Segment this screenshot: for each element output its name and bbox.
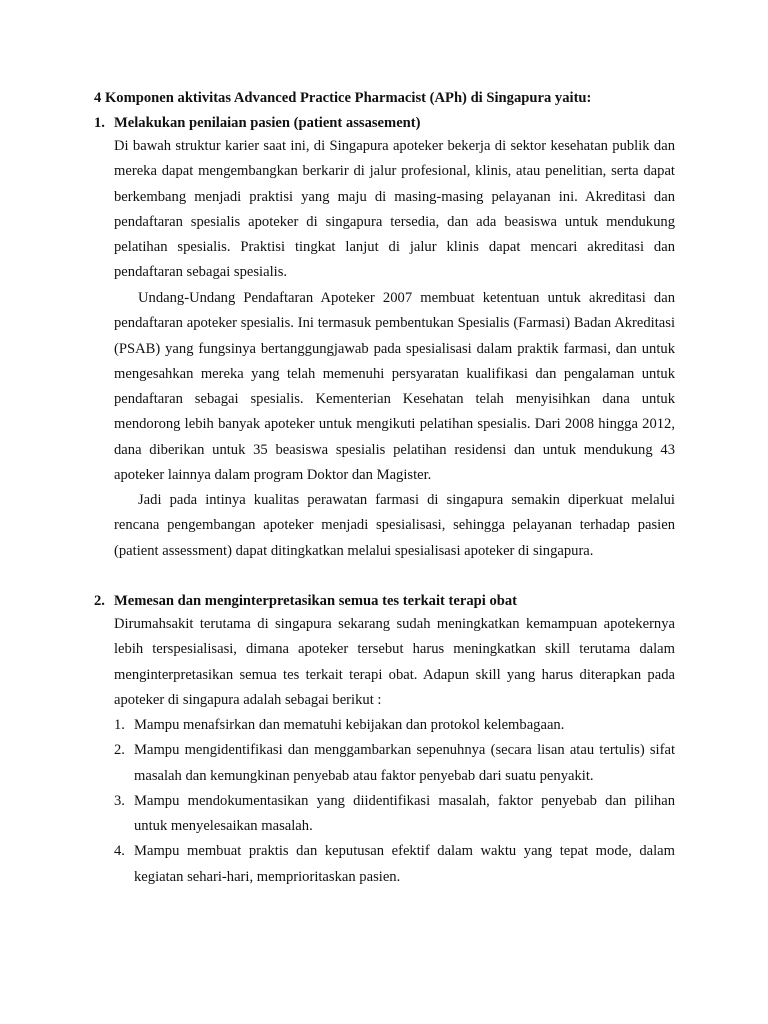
- list-item-text: Mampu menafsirkan dan mematuhi kebijakan dan protokol kelembagaan.: [134, 717, 565, 733]
- section-1-paragraph-1: Di bawah struktur karier saat ini, di Singapura apoteker bekerja di sektor kesehatan publik dan mereka dapat mengembangkan berkarir di jalur profesional, klinis, atau penelitian, serta dapat berkembang menjadi praktisi yang maju di masing-masing pelayanan ini. Akreditasi dan pendaftaran spesialis apoteker di singapura tersedia, dan ada beasiswa untuk mendukung pelatihan spesialis. Praktisi tingkat lanjut di jalur klinis dapat mencari akreditasi dan pendaftaran sebagai spesialis.: [114, 138, 675, 281]
- list-item-text: Mampu membuat praktis dan keputusan efektif dalam waktu yang tepat mode, dalam kegiatan sehari-hari, memprioritaskan pasien.: [134, 843, 675, 885]
- list-item: [114, 839, 675, 890]
- document-title: 4 Komponen aktivitas Advanced Practice Pharmacist (APh) di Singapura yaitu:: [94, 90, 592, 106]
- section-2-title: Memesan dan menginterpretasikan semua tes terkait terapi obat: [114, 593, 518, 609]
- list-item-number: 3.: [114, 792, 125, 809]
- section-1-number: 1.: [94, 115, 105, 131]
- section-2-paragraph-1: Dirumahsakit terutama di singapura sekarang sudah meningkatkan kemampuan apotekernya lebih terspesialisasi, dimana apoteker tersebut harus meningkatkan skill terutama dalam menginterpretasikan semua tes terkait terapi obat. Adapun skill yang harus diterapkan pada apoteker di singapura adalah sebagai berikut :: [114, 616, 675, 708]
- skills-list: [114, 713, 675, 890]
- section-1-paragraph-2: Undang-Undang Pendaftaran Apoteker 2007 membuat ketentuan untuk akreditasi dan pendaftaran apoteker spesialis. Ini termasuk pembentukan Spesialis (Farmasi) Badan Akreditasi (PSAB) yang fungsinya bertanggungjawab pada spesialisasi dalam praktik farmasi, dan untuk mengesahkan mereka yang telah memenuhi persyaratan kualifikasi dan pengalaman untuk pendaftaran sebagai spesialis. Kementerian Kesehatan telah menyisihkan dana untuk mendorong lebih banyak apoteker untuk mengikuti pelatihan spesialis. Dari 2008 hingga 2012, dana diberikan untuk 35 beasiswa spesialis pelatihan residensi dan untuk mendukung 43 apoteker lainnya dalam program Doktor dan Magister.: [114, 290, 675, 484]
- list-item: [114, 789, 675, 840]
- list-item-text: Mampu mendokumentasikan yang diidentifikasi masalah, faktor penyebab dan pilihan untuk menyelesaikan masalah.: [134, 792, 675, 835]
- list-item: [114, 713, 675, 738]
- section-1-heading: [94, 114, 421, 132]
- list-item-number: 1.: [114, 717, 125, 733]
- list-item-text: Mampu mengidentifikasi dan menggambarkan sepenuhnya (secara lisan atau tertulis) sifat masalah dan kemungkinan penyebab atau faktor penyebab dari suatu penyakit.: [134, 742, 675, 784]
- section-2-number: 2.: [94, 593, 105, 609]
- section-1-title: Melakukan penilaian pasien (patient assasement): [114, 115, 421, 131]
- list-item: [114, 738, 675, 789]
- section-1-paragraph-3: Jadi pada intinya kualitas perawatan farmasi di singapura semakin diperkuat melalui rencana pengembangan apoteker menjadi spesialisasi, sehingga pelayanan terhadap pasien (patient assessment) dapat ditingkatkan melalui spesialisasi apoteker di singapura.: [114, 492, 675, 559]
- list-item-number: 2.: [114, 742, 125, 759]
- section-2-heading: [94, 592, 517, 610]
- list-item-number: 4.: [114, 843, 125, 860]
